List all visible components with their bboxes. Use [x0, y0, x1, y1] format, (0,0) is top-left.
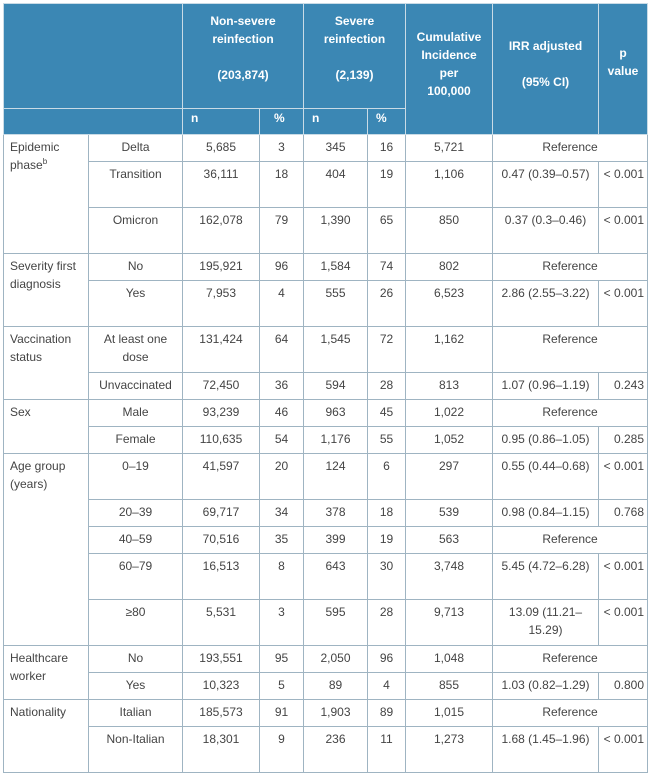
n-nonsevere-cell: 162,078 — [183, 208, 260, 254]
pct-severe-cell: 11 — [368, 727, 406, 773]
pct-severe-cell: 72 — [368, 327, 406, 373]
pct-nonsevere-cell: 34 — [260, 500, 304, 527]
n-severe-cell: 399 — [304, 527, 368, 554]
level-cell: Transition — [89, 162, 183, 208]
level-cell: Yes — [89, 281, 183, 327]
pct-nonsevere-cell: 46 — [260, 400, 304, 427]
pct-nonsevere-cell: 91 — [260, 700, 304, 727]
n-severe-cell: 594 — [304, 373, 368, 400]
pct-severe-cell: 74 — [368, 254, 406, 281]
n-severe-cell: 378 — [304, 500, 368, 527]
level-cell: Yes — [89, 673, 183, 700]
group-label: Epidemic phase — [10, 140, 60, 172]
header-nonsevere-line2: reinfection — [212, 32, 274, 46]
irr-cell: Reference — [493, 527, 648, 554]
n-nonsevere-cell: 131,424 — [183, 327, 260, 373]
table-row — [4, 500, 648, 527]
cumulative-cell: 1,106 — [406, 162, 493, 208]
header-n-severe: n — [304, 109, 368, 135]
header-severe-count: (2,139) — [335, 68, 374, 82]
table-row — [4, 400, 648, 427]
pct-nonsevere-cell: 95 — [260, 646, 304, 673]
header-irr-line2: (95% CI) — [521, 75, 570, 89]
level-cell: 0–19 — [89, 454, 183, 500]
n-nonsevere-cell: 70,516 — [183, 527, 260, 554]
p-value-cell: 0.285 — [599, 427, 648, 454]
cumulative-cell: 855 — [406, 673, 493, 700]
irr-cell: 5.45 (4.72–6.28) — [493, 554, 599, 600]
table-row — [4, 527, 648, 554]
header-pvalue — [599, 4, 648, 135]
n-nonsevere-cell: 10,323 — [183, 673, 260, 700]
irr-cell: 13.09 (11.21–15.29) — [493, 600, 599, 646]
n-severe-cell: 404 — [304, 162, 368, 208]
header-irr-line1: IRR adjusted — [508, 39, 583, 53]
group-nationality: Nationality — [4, 700, 89, 773]
header-pct-nonsevere: % — [260, 109, 304, 135]
level-cell: Unvaccinated — [89, 373, 183, 400]
irr-cell: 0.98 (0.84–1.15) — [493, 500, 599, 527]
header-nonsevere-line1: Non-severe — [210, 14, 276, 28]
n-nonsevere-cell: 193,551 — [183, 646, 260, 673]
table-row — [4, 281, 648, 327]
irr-cell: 2.86 (2.55–3.22) — [493, 281, 599, 327]
pct-severe-cell: 19 — [368, 162, 406, 208]
pct-severe-cell: 28 — [368, 600, 406, 646]
header-severe-line2: reinfection — [323, 32, 386, 46]
irr-cell: Reference — [493, 327, 648, 373]
n-severe-cell: 345 — [304, 135, 368, 162]
pct-severe-cell: 89 — [368, 700, 406, 727]
p-value-cell: < 0.001 — [599, 162, 648, 208]
group-severity: Severity first diagnosis — [4, 254, 89, 327]
level-cell: Male — [89, 400, 183, 427]
pct-nonsevere-cell: 18 — [260, 162, 304, 208]
table-row — [4, 162, 648, 208]
cumulative-cell: 3,748 — [406, 554, 493, 600]
pct-nonsevere-cell: 96 — [260, 254, 304, 281]
cumulative-cell: 9,713 — [406, 600, 493, 646]
p-value-cell: < 0.001 — [599, 281, 648, 327]
table-header — [4, 4, 648, 135]
n-nonsevere-cell: 18,301 — [183, 727, 260, 773]
level-cell: No — [89, 646, 183, 673]
irr-cell: 1.07 (0.96–1.19) — [493, 373, 599, 400]
footnote-marker: b — [42, 157, 48, 166]
pct-severe-cell: 18 — [368, 500, 406, 527]
n-severe-cell: 2,050 — [304, 646, 368, 673]
table-row — [4, 373, 648, 400]
pct-severe-cell: 55 — [368, 427, 406, 454]
cumulative-cell: 297 — [406, 454, 493, 500]
header-blank — [4, 4, 183, 109]
group-healthcare: Healthcare worker — [4, 646, 89, 700]
pct-severe-cell: 6 — [368, 454, 406, 500]
header-pvalue-line1: p — [619, 46, 627, 60]
pct-severe-cell: 4 — [368, 673, 406, 700]
header-severe — [304, 4, 406, 109]
pct-nonsevere-cell: 4 — [260, 281, 304, 327]
header-cumulative-line2: Incidence — [421, 48, 477, 62]
header-pct-severe: % — [368, 109, 406, 135]
cumulative-cell: 563 — [406, 527, 493, 554]
p-value-cell: < 0.001 — [599, 600, 648, 646]
level-cell: 40–59 — [89, 527, 183, 554]
table-row — [4, 646, 648, 673]
pct-severe-cell: 96 — [368, 646, 406, 673]
pct-severe-cell: 26 — [368, 281, 406, 327]
header-n-nonsevere: n — [183, 109, 260, 135]
n-severe-cell: 89 — [304, 673, 368, 700]
group-vaccination: Vaccination status — [4, 327, 89, 400]
p-value-cell: < 0.001 — [599, 454, 648, 500]
level-cell: Non-Italian — [89, 727, 183, 773]
table-row — [4, 454, 648, 500]
cumulative-cell: 1,052 — [406, 427, 493, 454]
level-cell: ≥80 — [89, 600, 183, 646]
irr-cell: Reference — [493, 700, 648, 727]
header-cumulative-line4: 100,000 — [427, 84, 471, 98]
pct-severe-cell: 16 — [368, 135, 406, 162]
n-nonsevere-cell: 16,513 — [183, 554, 260, 600]
cumulative-cell: 539 — [406, 500, 493, 527]
irr-cell: Reference — [493, 646, 648, 673]
header-cumulative-line3: per — [439, 66, 459, 80]
n-severe-cell: 236 — [304, 727, 368, 773]
table-body — [4, 135, 648, 773]
header-irr — [493, 4, 599, 135]
p-value-cell: < 0.001 — [599, 208, 648, 254]
pct-nonsevere-cell: 36 — [260, 373, 304, 400]
pct-nonsevere-cell: 79 — [260, 208, 304, 254]
header-pvalue-line2: value — [607, 64, 639, 78]
irr-cell: 1.03 (0.82–1.29) — [493, 673, 599, 700]
cumulative-cell: 1,015 — [406, 700, 493, 727]
cumulative-cell: 813 — [406, 373, 493, 400]
level-cell: 60–79 — [89, 554, 183, 600]
p-value-cell: 0.243 — [599, 373, 648, 400]
pct-severe-cell: 28 — [368, 373, 406, 400]
n-nonsevere-cell: 69,717 — [183, 500, 260, 527]
pct-nonsevere-cell: 8 — [260, 554, 304, 600]
table-row — [4, 427, 648, 454]
level-cell: Delta — [89, 135, 183, 162]
cumulative-cell: 802 — [406, 254, 493, 281]
table-row — [4, 208, 648, 254]
n-nonsevere-cell: 195,921 — [183, 254, 260, 281]
cumulative-cell: 1,162 — [406, 327, 493, 373]
pct-nonsevere-cell: 3 — [260, 135, 304, 162]
level-cell: Italian — [89, 700, 183, 727]
table-row — [4, 673, 648, 700]
n-nonsevere-cell: 72,450 — [183, 373, 260, 400]
irr-cell: Reference — [493, 400, 648, 427]
n-severe-cell: 1,176 — [304, 427, 368, 454]
p-value-cell: < 0.001 — [599, 554, 648, 600]
p-value-cell: 0.768 — [599, 500, 648, 527]
n-severe-cell: 1,390 — [304, 208, 368, 254]
pct-nonsevere-cell: 64 — [260, 327, 304, 373]
pct-nonsevere-cell: 54 — [260, 427, 304, 454]
level-cell: 20–39 — [89, 500, 183, 527]
level-cell: No — [89, 254, 183, 281]
irr-cell: 0.95 (0.86–1.05) — [493, 427, 599, 454]
n-severe-cell: 963 — [304, 400, 368, 427]
n-nonsevere-cell: 110,635 — [183, 427, 260, 454]
header-cumulative — [406, 4, 493, 135]
header-blank-sub — [4, 109, 183, 135]
table-row — [4, 600, 648, 646]
pct-nonsevere-cell: 35 — [260, 527, 304, 554]
cumulative-cell: 1,273 — [406, 727, 493, 773]
table-row — [4, 554, 648, 600]
table-row — [4, 135, 648, 162]
n-nonsevere-cell: 5,531 — [183, 600, 260, 646]
n-severe-cell: 555 — [304, 281, 368, 327]
n-severe-cell: 124 — [304, 454, 368, 500]
p-value-cell: < 0.001 — [599, 727, 648, 773]
n-nonsevere-cell: 185,573 — [183, 700, 260, 727]
n-severe-cell: 1,584 — [304, 254, 368, 281]
n-severe-cell: 1,903 — [304, 700, 368, 727]
irr-cell: 0.55 (0.44–0.68) — [493, 454, 599, 500]
irr-cell: 0.37 (0.3–0.46) — [493, 208, 599, 254]
n-severe-cell: 595 — [304, 600, 368, 646]
pct-nonsevere-cell: 3 — [260, 600, 304, 646]
header-nonsevere-count: (203,874) — [217, 68, 269, 82]
n-nonsevere-cell: 41,597 — [183, 454, 260, 500]
cumulative-cell: 1,022 — [406, 400, 493, 427]
header-nonsevere — [183, 4, 304, 109]
pct-severe-cell: 19 — [368, 527, 406, 554]
pct-severe-cell: 45 — [368, 400, 406, 427]
cumulative-cell: 1,048 — [406, 646, 493, 673]
group-sex: Sex — [4, 400, 89, 454]
pct-severe-cell: 30 — [368, 554, 406, 600]
irr-cell: 1.68 (1.45–1.96) — [493, 727, 599, 773]
n-nonsevere-cell: 36,111 — [183, 162, 260, 208]
pct-nonsevere-cell: 5 — [260, 673, 304, 700]
cumulative-cell: 5,721 — [406, 135, 493, 162]
level-cell: Omicron — [89, 208, 183, 254]
level-cell: Female — [89, 427, 183, 454]
header-severe-line1: Severe — [334, 14, 375, 28]
pct-nonsevere-cell: 20 — [260, 454, 304, 500]
cumulative-cell: 6,523 — [406, 281, 493, 327]
group-age: Age group (years) — [4, 454, 89, 646]
table-row — [4, 327, 648, 373]
cumulative-cell: 850 — [406, 208, 493, 254]
header-cumulative-line1: Cumulative — [416, 30, 482, 44]
group-epidemic-phase — [4, 135, 89, 254]
level-cell: At least one dose — [89, 327, 183, 373]
pct-severe-cell: 65 — [368, 208, 406, 254]
irr-cell: Reference — [493, 135, 648, 162]
irr-cell: Reference — [493, 254, 648, 281]
p-value-cell: 0.800 — [599, 673, 648, 700]
pct-nonsevere-cell: 9 — [260, 727, 304, 773]
n-severe-cell: 1,545 — [304, 327, 368, 373]
n-nonsevere-cell: 5,685 — [183, 135, 260, 162]
table-row — [4, 700, 648, 727]
table-row — [4, 727, 648, 773]
n-nonsevere-cell: 93,239 — [183, 400, 260, 427]
n-nonsevere-cell: 7,953 — [183, 281, 260, 327]
n-severe-cell: 643 — [304, 554, 368, 600]
reinfection-table — [3, 3, 648, 773]
irr-cell: 0.47 (0.39–0.57) — [493, 162, 599, 208]
table-row — [4, 254, 648, 281]
